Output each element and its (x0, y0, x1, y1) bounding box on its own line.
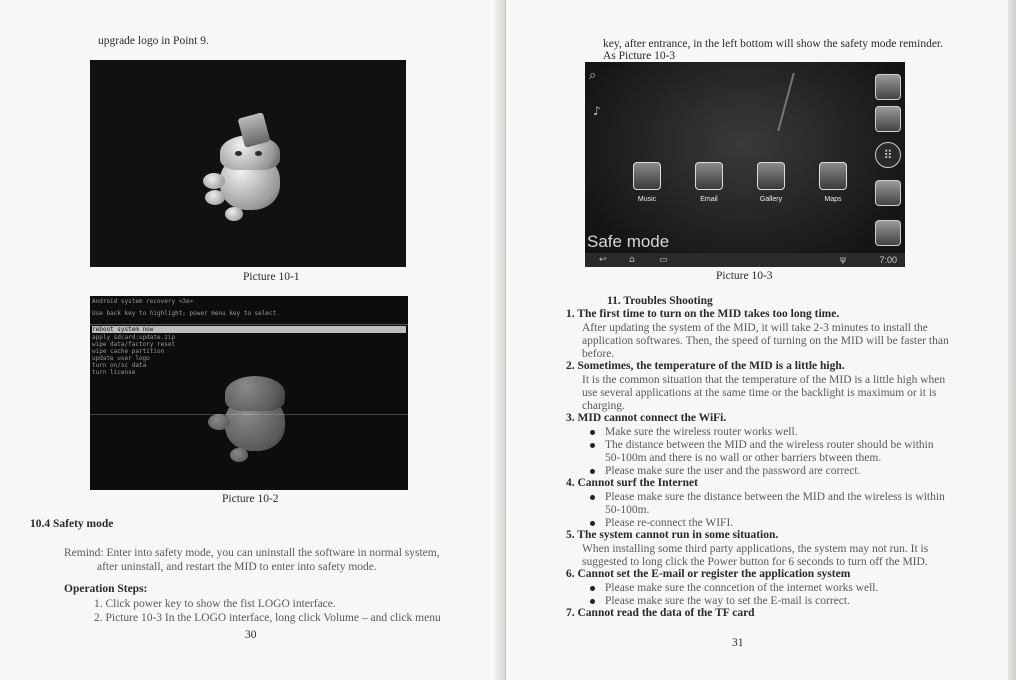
troubleshooting-heading: 11. Troubles Shooting (607, 295, 713, 307)
question-5: 5. The system cannot run in some situation. (566, 529, 779, 541)
system-nav-bar (585, 253, 905, 267)
answer-4-item-1-cont: 50-100m. (605, 504, 650, 516)
recovery-menu-photo (90, 296, 408, 490)
page-number-right: 31 (732, 637, 744, 649)
music-icon (633, 162, 661, 190)
page-edge (1008, 0, 1016, 680)
android-robot-image (200, 356, 310, 466)
question-6: 6. Cannot set the E-mail or register the application system (566, 568, 851, 580)
intro-text: upgrade logo in Point 9. (98, 35, 209, 47)
answer-3-item-2-cont: 50-100m and there is no wall or other barriers btween them. (605, 452, 882, 464)
android-robot-image (195, 115, 305, 225)
widget-icon[interactable] (875, 220, 901, 246)
all-apps-icon[interactable]: ⠿ (875, 142, 901, 168)
gallery-icon (757, 162, 785, 190)
answer-3-item-3: Please make sure the user and the password are correct. (590, 464, 860, 478)
widget-icon[interactable] (875, 180, 901, 206)
app-music[interactable]: Music (625, 162, 669, 203)
boot-logo-photo (90, 60, 406, 267)
bullet-icon (590, 586, 595, 591)
intro-line-1: key, after entrance, in the left bottom will show the safety mode reminder. (603, 38, 943, 50)
recovery-item[interactable]: wipe data/factory reset (92, 341, 176, 348)
answer-1-line-1: After updating the system of the MID, it will take 2-3 minutes to install the (582, 322, 928, 334)
answer-5-line-2: suggested to long click the Power button for 6 seconds to turn off the MID. (582, 556, 928, 568)
answer-6-item-2: Please make sure the way to set the E-mail is correct. (590, 594, 850, 608)
right-page (506, 0, 1016, 680)
recovery-selected-item[interactable]: reboot system now (92, 326, 406, 333)
email-icon (695, 162, 723, 190)
answer-2-line-3: charging. (582, 400, 625, 412)
recovery-item[interactable]: turn on/sc data (92, 362, 147, 369)
section-title-safety-mode: 10.4 Safety mode (30, 518, 114, 530)
widget-icon[interactable] (875, 106, 901, 132)
bullet-icon (590, 443, 595, 448)
recent-apps-icon[interactable]: ▭ (659, 255, 668, 265)
recovery-hint: Use back key to highlight; power menu key to select. (92, 310, 280, 317)
caption-picture-10-1: Picture 10-1 (243, 271, 300, 283)
bullet-icon (590, 521, 595, 526)
answer-6-item-1: Please make sure the conncetion of the internet works well. (590, 581, 878, 595)
bullet-icon (590, 430, 595, 435)
remind-line-1: Remind: Enter into safety mode, you can uninstall the software in normal system, (64, 547, 440, 559)
app-gallery[interactable]: Gallery (749, 162, 793, 203)
recovery-title: Android system recovery <3e> (92, 298, 194, 305)
answer-1-line-2: application softwares. Then, the speed of turning on the MID will be faster than (582, 335, 949, 347)
question-1: 1. The first time to turn on the MID takes too long time. (566, 308, 840, 320)
answer-3-item-2: The distance between the MID and the wireless router should be within (590, 438, 934, 452)
remind-line-2: after uninstall, and restart the MID to enter into safety mode. (97, 561, 377, 573)
bullet-icon (590, 495, 595, 500)
status-clock: 7:00 (879, 255, 897, 265)
recovery-item[interactable]: apply sdcard:update.zip (92, 334, 176, 341)
bullet-icon (590, 599, 595, 604)
answer-3-item-1: Make sure the wireless router works well. (590, 425, 798, 439)
operation-steps-title: Operation Steps: (64, 583, 148, 595)
intro-line-2: As Picture 10-3 (603, 50, 676, 62)
answer-5-line-1: When installing some third party applications, the system may not run. It is (582, 543, 929, 555)
question-2: 2. Sometimes, the temperature of the MID is a little high. (566, 360, 845, 372)
bullet-icon (590, 469, 595, 474)
usb-icon: ψ (840, 255, 846, 265)
search-icon[interactable]: ⌕ (589, 68, 597, 83)
caption-picture-10-2: Picture 10-2 (222, 493, 279, 505)
app-maps[interactable]: Maps (811, 162, 855, 203)
app-email[interactable]: Email (687, 162, 731, 203)
caption-picture-10-3: Picture 10-3 (716, 270, 773, 282)
left-page (0, 0, 506, 680)
question-4: 4. Cannot surf the Internet (566, 477, 698, 489)
answer-1-line-3: before. (582, 348, 615, 360)
home-icon[interactable]: ⌂ (629, 255, 635, 265)
step-2: 2. Picture 10-3 In the LOGO interface, long click Volume – and click menu (94, 612, 441, 624)
recovery-item[interactable]: update user logo (92, 355, 150, 362)
widget-icon[interactable] (875, 74, 901, 100)
answer-2-line-1: It is the common situation that the temperature of the MID is a little high when (582, 374, 946, 386)
answer-4-item-1: Please make sure the distance between the MID and the wireless is within (590, 490, 945, 504)
safe-mode-screenshot (585, 62, 905, 267)
answer-2-line-2: use several applications at the same time or the backlight is maximum or it is (582, 387, 937, 399)
question-7: 7. Cannot read the data of the TF card (566, 607, 755, 619)
recovery-item[interactable]: wipe cache partition (92, 348, 165, 355)
answer-4-item-2: Please re-connect the WIFI. (590, 516, 733, 530)
question-3: 3. MID cannot connect the WiFi. (566, 412, 727, 424)
microphone-icon[interactable]: ♪ (593, 104, 601, 118)
recovery-item[interactable]: turn license (92, 369, 136, 376)
page-number-left: 30 (245, 629, 257, 641)
step-1: 1. Click power key to show the fist LOGO interface. (94, 598, 336, 610)
maps-icon (819, 162, 847, 190)
safe-mode-label: Safe mode (587, 232, 670, 251)
back-icon[interactable]: ↩ (599, 255, 607, 265)
